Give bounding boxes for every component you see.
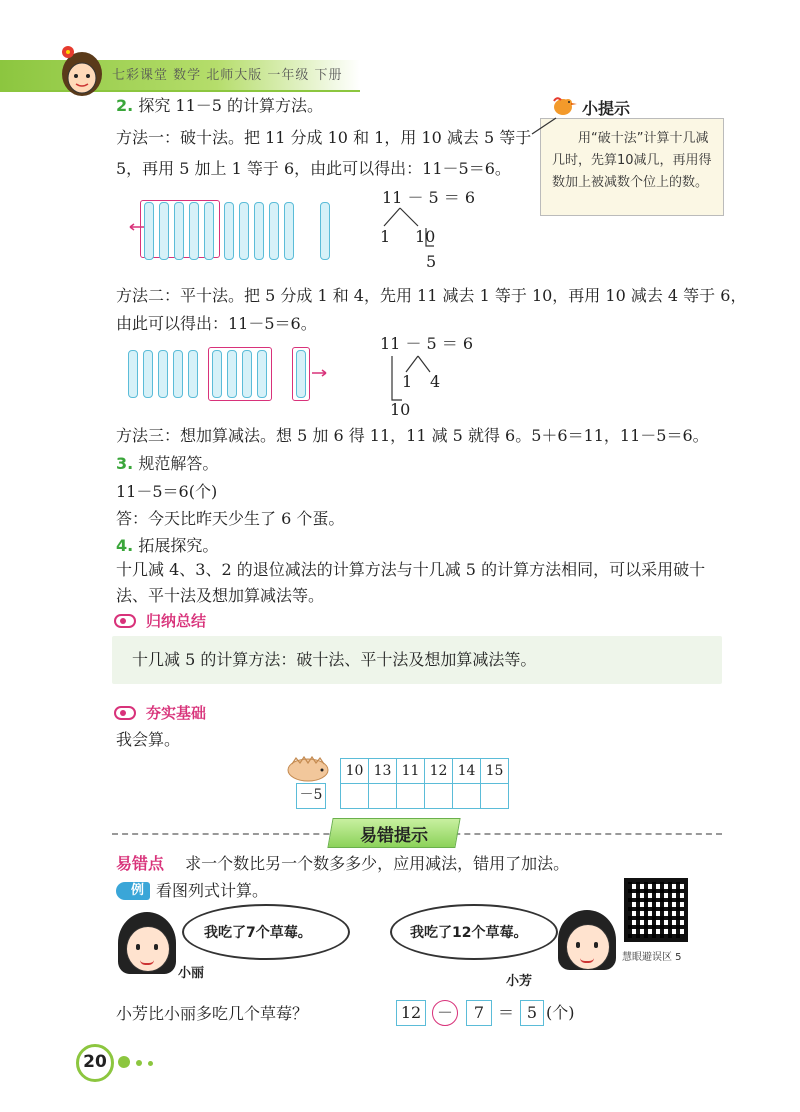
hedgehog-icon	[284, 754, 332, 782]
mistake-banner-text: 易错提示	[360, 826, 428, 846]
stick	[174, 202, 184, 260]
stick	[242, 350, 252, 398]
item3-line1: 11－5＝6(个)	[116, 482, 218, 501]
stick	[224, 202, 234, 260]
stick	[189, 202, 199, 260]
item4-heading	[116, 534, 218, 558]
method2-bottom: 10	[390, 400, 411, 419]
girl-xiaoli	[114, 906, 184, 982]
calc-answer-cell[interactable]	[481, 784, 509, 809]
method2-line1: 方法二：平十法。把 5 分成 1 和 4，先用 11 减去 1 等于 10，再用 10 减去 4 等于 6，	[116, 286, 747, 305]
mistake-label: 易错点	[116, 854, 165, 873]
stick	[257, 350, 267, 398]
header-title: 七彩课堂 数学 北师大版 一年级 下册	[112, 68, 343, 83]
stick	[254, 202, 264, 260]
calc-answer-cell[interactable]	[453, 784, 481, 809]
sticks-method2	[126, 344, 346, 404]
method1-line2: 5，再用 5 加上 1 等于 6，由此可以得出：11－5＝6。	[116, 159, 511, 178]
mascot-icon	[54, 40, 110, 102]
stick	[144, 202, 154, 260]
calc-answer-cell[interactable]	[397, 784, 425, 809]
method1-bottom: 5	[426, 252, 437, 271]
mistake-line	[116, 852, 569, 876]
calc-number-cell: 11	[397, 759, 425, 784]
stick	[158, 350, 168, 398]
method1-line1: 方法一：破十法。把 11 分成 10 和 1，用 10 减去 5 等于	[116, 128, 532, 147]
stick	[239, 202, 249, 260]
item3-line2: 答：今天比昨天少生了 6 个蛋。	[116, 509, 345, 528]
name-xiaofang: 小芳	[506, 974, 533, 989]
stick	[188, 350, 198, 398]
bird-icon	[548, 92, 578, 118]
item3-title: 规范解答。	[138, 454, 219, 473]
item2-heading	[116, 94, 323, 118]
qr-caption: 慧眼避误区 5	[622, 952, 682, 963]
stick	[320, 202, 330, 260]
stick	[173, 350, 183, 398]
calc-number-cell: 10	[341, 759, 369, 784]
stick	[128, 350, 138, 398]
basics-section-icon	[114, 706, 136, 720]
girl-xiaofang	[552, 906, 622, 982]
example-badge: 例	[116, 882, 150, 900]
method1-split-right: 10	[415, 227, 436, 246]
stick	[284, 202, 294, 260]
face	[126, 926, 170, 972]
stick	[159, 202, 169, 260]
answer-unit: (个)	[546, 1003, 575, 1022]
stick	[227, 350, 237, 398]
item3-heading	[116, 452, 218, 476]
mistake-text: 求一个数比另一个数多多少，应用减法，错用了加法。	[185, 854, 570, 873]
operator-cell: －5	[296, 783, 326, 809]
item4-line2: 法、平十法及想加算减法等。	[116, 586, 325, 605]
method1-equation: 11 － 5 ＝ 6	[382, 188, 476, 207]
calc-number-cell: 15	[481, 759, 509, 784]
sticks-method1	[126, 198, 366, 262]
qr-code[interactable]	[624, 878, 688, 942]
basics-prompt: 我会算。	[116, 730, 181, 749]
answer-minuend: 12	[396, 1000, 426, 1026]
page-number: 20	[76, 1044, 114, 1082]
item4-line1: 十几减 4、3、2 的退位减法的计算方法与十几减 5 的计算方法相同，可以采用破十	[116, 560, 706, 579]
stick	[269, 202, 279, 260]
calc-answer-cell[interactable]	[425, 784, 453, 809]
right-arrow-icon	[312, 368, 330, 378]
calc-answer-cell[interactable]	[341, 784, 369, 809]
calc-number-cell: 12	[425, 759, 453, 784]
question-text: 小芳比小丽多吃几个草莓？	[116, 1004, 309, 1023]
stick	[143, 350, 153, 398]
hint-title: 小提示	[582, 99, 631, 118]
answer-equals: ＝	[498, 1003, 515, 1022]
name-xiaoli: 小丽	[178, 966, 205, 981]
page-dot	[136, 1060, 142, 1066]
answer-subtrahend: 7	[466, 1000, 492, 1026]
page-dot	[148, 1061, 153, 1066]
item4-number: 4.	[116, 536, 134, 555]
answer-operator: －	[432, 1000, 458, 1026]
summary-text: 十几减 5 的计算方法：破十法、平十法及想加算减法等。	[132, 650, 537, 669]
method2-split-left: 1	[402, 372, 413, 391]
face	[566, 924, 610, 970]
item2-title: 探究 11－5 的计算方法。	[138, 96, 324, 115]
calc-number-cell: 13	[369, 759, 397, 784]
method2-line2: 由此可以得出：11－5＝6。	[116, 314, 317, 333]
stick	[204, 202, 214, 260]
example-text: 看图列式计算。	[156, 881, 269, 900]
basics-section-title: 夯实基础	[146, 704, 207, 722]
stick	[296, 350, 306, 398]
summary-section-icon	[114, 614, 136, 628]
page-dot	[118, 1056, 130, 1068]
method2-split-right: 4	[430, 372, 441, 391]
calc-answer-cell[interactable]	[369, 784, 397, 809]
method3-line: 方法三：想加算减法。想 5 加 6 得 11，11 减 5 就得 6。5＋6＝11，11－5＝6。	[116, 426, 709, 445]
method2-equation: 11 － 5 ＝ 6	[380, 334, 474, 353]
item4-title: 拓展探究。	[138, 536, 219, 555]
item2-number: 2.	[116, 96, 134, 115]
summary-section-title: 归纳总结	[146, 612, 207, 630]
calc-table	[340, 758, 509, 809]
hint-text: 用“破十法”计算十几减几时，先算10减几，再用得数加上被减数个位上的数。	[552, 131, 712, 190]
method1-split-left: 1	[380, 227, 391, 246]
answer-result: 5	[520, 1000, 544, 1026]
calc-number-cell: 14	[453, 759, 481, 784]
bubble-left-text: 我吃了7个草莓。	[204, 925, 312, 941]
item3-number: 3.	[116, 454, 134, 473]
stick	[212, 350, 222, 398]
bubble-right-text: 我吃了12个草莓。	[410, 925, 528, 941]
